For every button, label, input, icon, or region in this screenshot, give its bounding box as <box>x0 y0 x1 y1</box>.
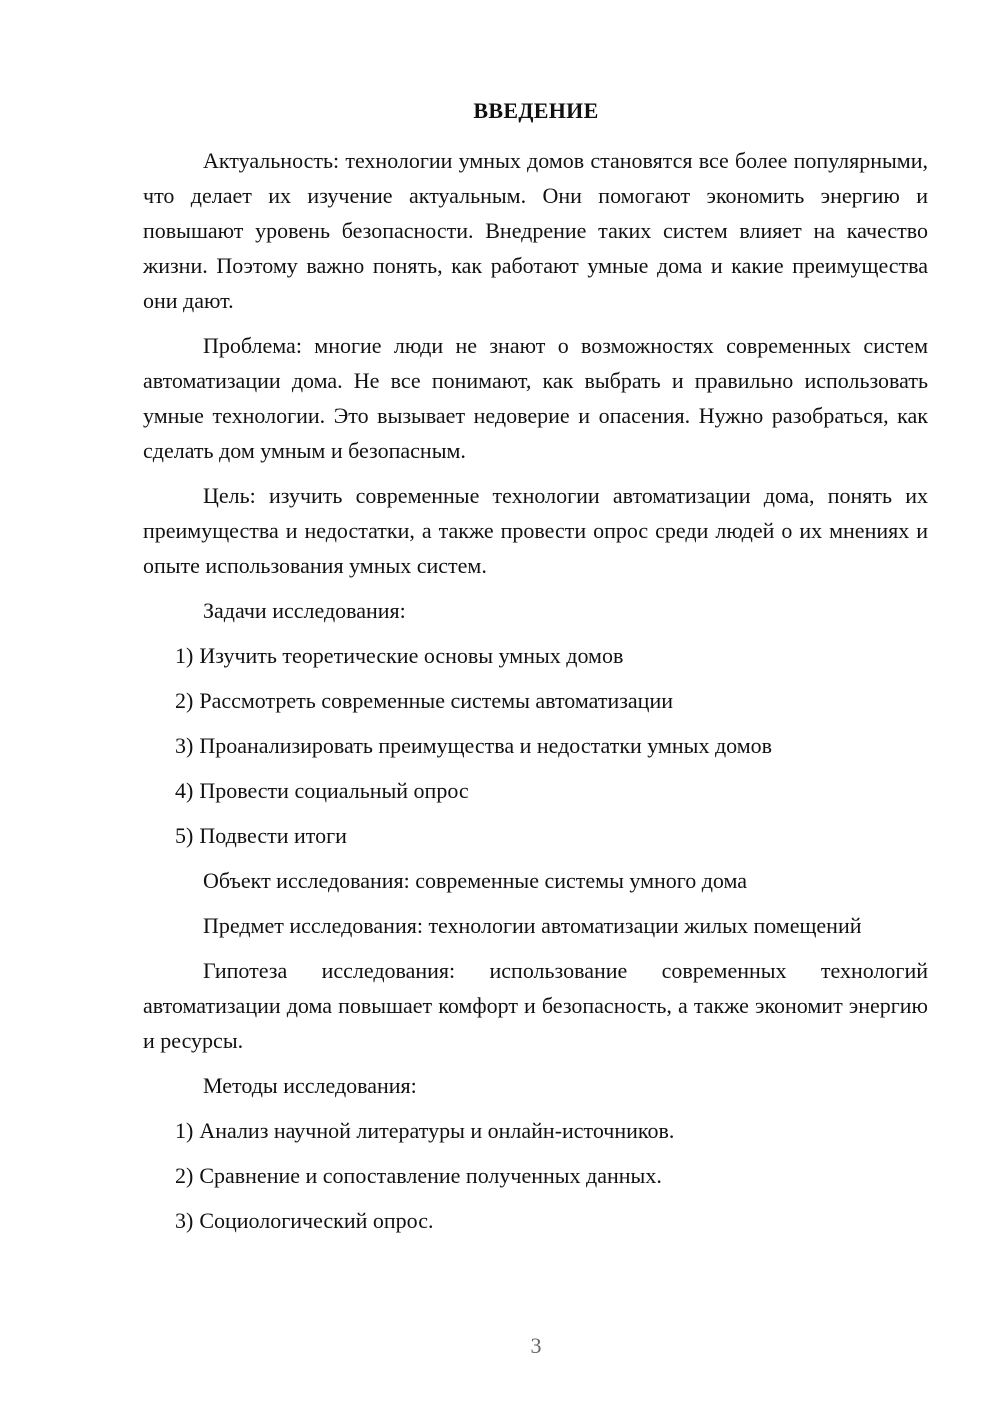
list-item <box>143 683 928 718</box>
list-item-number: 4) <box>175 778 194 803</box>
list-item <box>143 1158 928 1193</box>
list-item-text: Рассмотреть современные системы автоматизации <box>199 688 674 713</box>
list-item <box>143 818 928 853</box>
tasks-list <box>143 638 928 853</box>
list-item <box>143 1203 928 1238</box>
list-item-number: 3) <box>175 733 194 758</box>
list-item-text: Провести социальный опрос <box>199 778 469 803</box>
list-item-text: Сравнение и сопоставление полученных данных. <box>199 1163 662 1188</box>
list-item-number: 5) <box>175 823 194 848</box>
methods-list <box>143 1113 928 1238</box>
list-item <box>143 638 928 673</box>
list-item-text: Проанализировать преимущества и недостатки умных домов <box>199 733 773 758</box>
page-title: ВВЕДЕНИЕ <box>473 98 599 123</box>
tasks-label: Задачи исследования: <box>203 598 406 623</box>
page-number: 3 <box>530 1333 542 1358</box>
paragraph-goal: Цель: изучить современные технологии автоматизации дома, понять их преимущества и недостатки, а также провести опрос среди людей о их мнениях и опыте использования умных систем. <box>143 483 928 578</box>
research-object: Объект исследования: современные системы умного дома <box>203 868 748 893</box>
list-item-text: Анализ научной литературы и онлайн-источников. <box>199 1118 675 1143</box>
list-item-number: 2) <box>175 1163 194 1188</box>
document-body <box>143 143 928 1248</box>
list-item-number: 1) <box>175 1118 194 1143</box>
list-item-number: 1) <box>175 643 194 668</box>
list-item-text: Социологический опрос. <box>199 1208 434 1233</box>
list-item-number: 3) <box>175 1208 194 1233</box>
paragraph-relevance: Актуальность: технологии умных домов становятся все более популярными, что делает их изучение актуальным. Они помогают экономить энергию и повышают уровень безопасности. Внедрение таких систем влияет на качество жизни. Поэтому важно понять, как работают умные дома и какие преимущества они дают. <box>143 148 928 313</box>
list-item-text: Подвести итоги <box>199 823 347 848</box>
list-item-text: Изучить теоретические основы умных домов <box>199 643 624 668</box>
paragraph-problem: Проблема: многие люди не знают о возможностях современных систем автоматизации дома. Не все понимают, как выбрать и правильно использовать умные технологии. Это вызывает недоверие и опасения. Нужно разобраться, как сделать дом умным и безопасным. <box>143 333 928 463</box>
methods-label: Методы исследования: <box>203 1073 417 1098</box>
list-item <box>143 728 928 763</box>
list-item-number: 2) <box>175 688 194 713</box>
list-item <box>143 1113 928 1148</box>
list-item <box>143 773 928 808</box>
research-subject: Предмет исследования: технологии автоматизации жилых помещений <box>203 913 862 938</box>
research-hypothesis: Гипотеза исследования: использование современных технологий автоматизации дома повышает комфорт и безопасность, а также экономит энергию и ресурсы. <box>143 958 928 1053</box>
